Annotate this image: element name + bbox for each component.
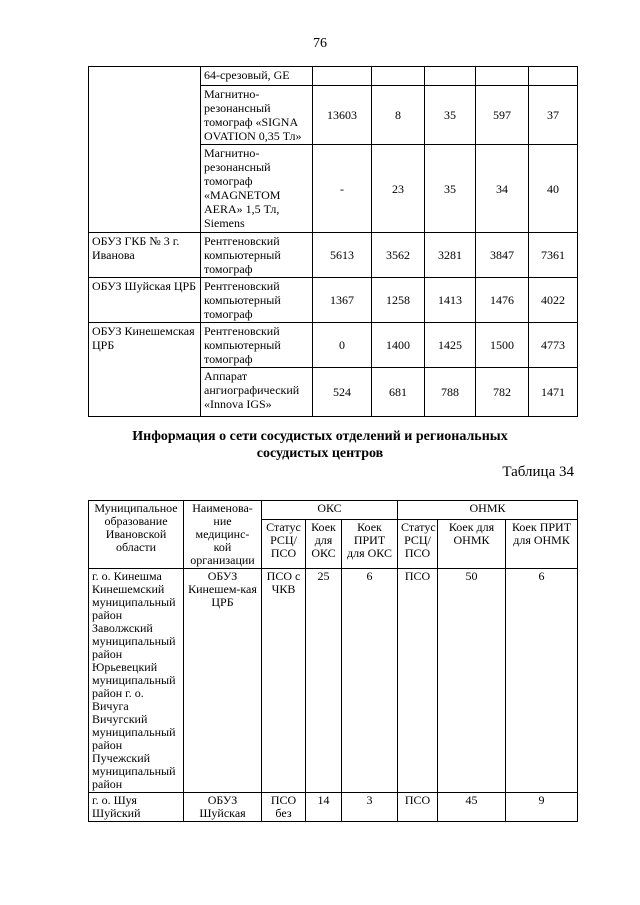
municipality-cell: г. о. Шуя Шуйский <box>89 793 184 822</box>
onmk-beds-cell: 50 <box>438 569 506 793</box>
oks-beds-cell: 14 <box>306 793 342 822</box>
oks-beds-cell: 25 <box>306 569 342 793</box>
oks-prit-cell: 3 <box>342 793 398 822</box>
table-row <box>89 569 578 793</box>
value-cell: 1258 <box>372 278 425 323</box>
value-cell: 40 <box>529 145 578 233</box>
value-cell: 37 <box>529 86 578 145</box>
value-cell: 1367 <box>313 278 372 323</box>
vascular-centers-table <box>88 500 578 822</box>
onmk-beds-cell: 45 <box>438 793 506 822</box>
device-cell: Рентгеновский компьютерный томограф <box>201 233 313 278</box>
onmk-status-cell: ПСО <box>398 569 438 793</box>
value-cell: 7361 <box>529 233 578 278</box>
org-cell: ОБУЗ ГКБ № 3 г. Иванова <box>89 233 201 278</box>
onmk-prit-cell: 9 <box>506 793 578 822</box>
value-cell: 4773 <box>529 323 578 368</box>
value-cell: 8 <box>372 86 425 145</box>
value-cell: 4022 <box>529 278 578 323</box>
table-row <box>89 67 578 86</box>
org-cell: ОБУЗ Шуйская <box>184 793 262 822</box>
value-cell: 681 <box>372 368 425 417</box>
section-title: Информация о сети сосудистых отделений и региональных сосудистых центров <box>132 429 508 461</box>
value-cell <box>372 67 425 86</box>
value-cell: 13603 <box>313 86 372 145</box>
onmk-status-cell: ПСО <box>398 793 438 822</box>
table-row <box>89 323 578 368</box>
oks-status-cell: ПСО без <box>262 793 306 822</box>
device-cell: Рентгеновский компьютерный томограф <box>201 323 313 368</box>
value-cell: 3562 <box>372 233 425 278</box>
table-row <box>89 233 578 278</box>
header-oks-status: Статус РСЦ/ ПСО <box>262 519 306 568</box>
value-cell: 3281 <box>425 233 476 278</box>
value-cell: 23 <box>372 145 425 233</box>
value-cell: 3847 <box>476 233 529 278</box>
value-cell: 1476 <box>476 278 529 323</box>
value-cell: 1413 <box>425 278 476 323</box>
device-cell: Аппарат ангиографический «Innova IGS» <box>201 368 313 417</box>
page-number: 76 <box>313 36 327 51</box>
org-cell: ОБУЗ Шуйская ЦРБ <box>89 278 201 323</box>
value-cell: 35 <box>425 145 476 233</box>
value-cell: 0 <box>313 323 372 368</box>
header-onmk: ОНМК <box>398 501 578 520</box>
header-municipality: Муниципальное образование Ивановской области <box>89 501 184 569</box>
value-cell <box>476 67 529 86</box>
value-cell: 1500 <box>476 323 529 368</box>
municipality-cell: г. о. Кинешма Кинешемский муниципальный район Заволжский муниципальный район Юрьевецкий муниципальный район г. о. Вичуга Вичугский муниципальный район Пучежский муниципальный район <box>89 569 184 793</box>
device-cell: Рентгеновский компьютерный томограф <box>201 278 313 323</box>
device-cell: Магнитно-резонансный томограф «MAGNETOM AERA» 1,5 Тл, Siemens <box>201 145 313 233</box>
header-org: Наименова-ние медицинс-кой организации <box>184 501 262 569</box>
value-cell: 5613 <box>313 233 372 278</box>
value-cell <box>425 67 476 86</box>
onmk-prit-cell: 6 <box>506 569 578 793</box>
header-oks-prit: Коек ПРИТ для ОКС <box>342 519 398 568</box>
value-cell: 597 <box>476 86 529 145</box>
value-cell: 35 <box>425 86 476 145</box>
header-onmk-beds: Коек для ОНМК <box>438 519 506 568</box>
header-onmk-status: Статус РСЦ/ ПСО <box>398 519 438 568</box>
value-cell: - <box>313 145 372 233</box>
value-cell: 34 <box>476 145 529 233</box>
table-row <box>89 793 578 822</box>
value-cell: 524 <box>313 368 372 417</box>
header-oks: ОКС <box>262 501 398 520</box>
device-cell: 64-срезовый, GE <box>201 67 313 86</box>
value-cell <box>529 67 578 86</box>
value-cell: 1425 <box>425 323 476 368</box>
equipment-table <box>88 66 578 417</box>
table-label: Таблица 34 <box>502 464 574 480</box>
table-row <box>89 278 578 323</box>
value-cell: 1471 <box>529 368 578 417</box>
value-cell <box>313 67 372 86</box>
header-oks-beds: Коек для ОКС <box>306 519 342 568</box>
value-cell: 1400 <box>372 323 425 368</box>
org-cell: ОБУЗ Кинешемская ЦРБ <box>89 323 201 417</box>
org-cell: ОБУЗ Кинешем-кая ЦРБ <box>184 569 262 793</box>
org-cell <box>89 67 201 233</box>
value-cell: 782 <box>476 368 529 417</box>
device-cell: Магнитно-резонансный томограф «SIGNA OVATION 0,35 Тл» <box>201 86 313 145</box>
header-onmk-prit: Коек ПРИТ для ОНМК <box>506 519 578 568</box>
oks-prit-cell: 6 <box>342 569 398 793</box>
oks-status-cell: ПСО с ЧКВ <box>262 569 306 793</box>
value-cell: 788 <box>425 368 476 417</box>
